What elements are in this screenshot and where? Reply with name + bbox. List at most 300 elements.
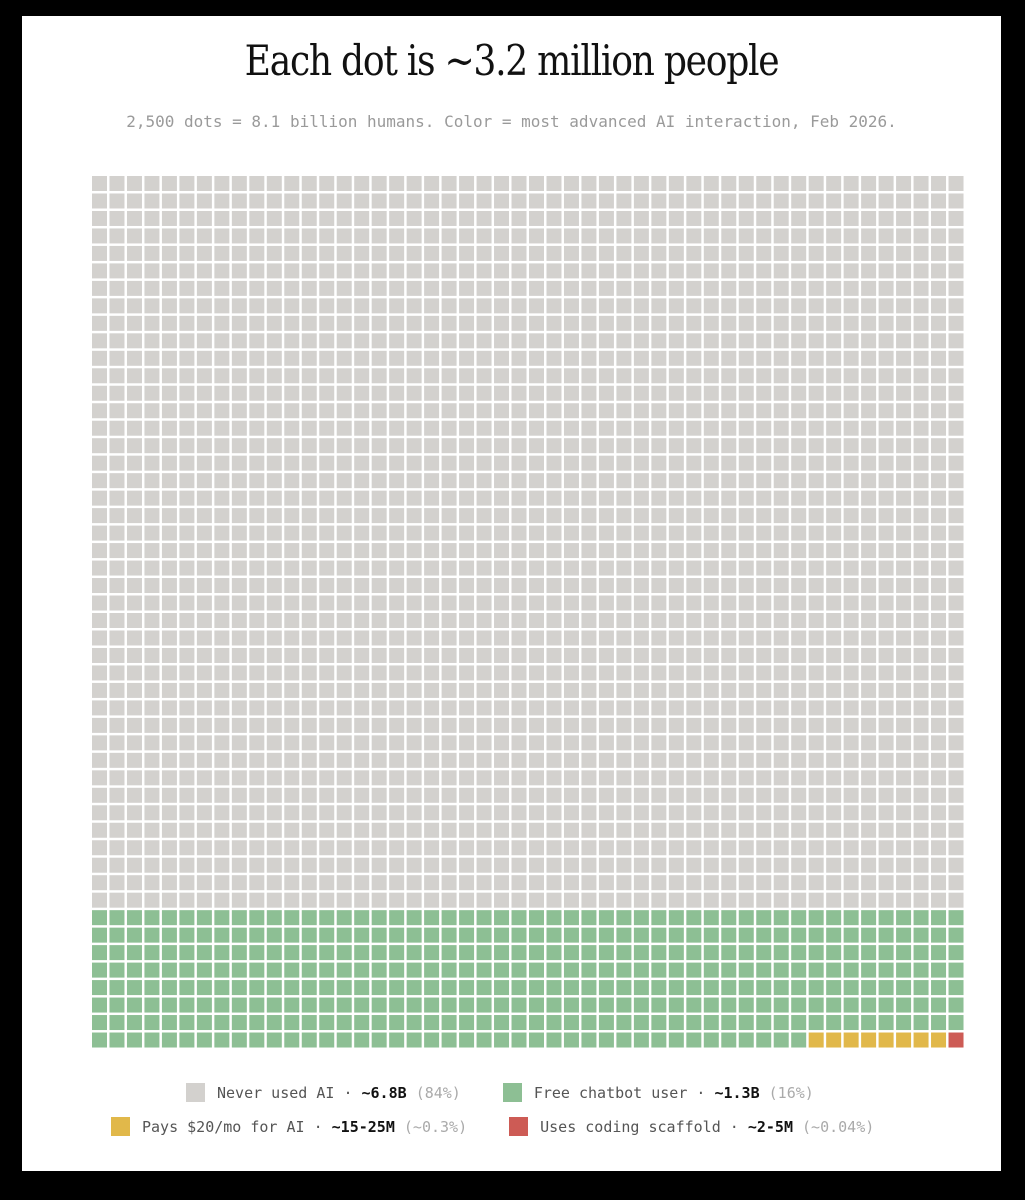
dot-never (249, 438, 264, 453)
dot-never (704, 683, 719, 698)
dot-never (494, 788, 509, 803)
dot-never (162, 543, 177, 558)
dot-free (197, 1015, 212, 1030)
dot-never (144, 788, 159, 803)
dot-never (581, 893, 596, 908)
dot-never (267, 368, 282, 383)
dot-never (354, 176, 369, 191)
dot-never (127, 735, 142, 750)
dot-never (826, 473, 841, 488)
dot-never (669, 421, 684, 436)
dot-never (389, 456, 404, 471)
dot-never (232, 368, 247, 383)
dot-never (267, 700, 282, 715)
dot-never (214, 491, 229, 506)
dot-never (144, 368, 159, 383)
dot-never (477, 578, 492, 593)
dot-never (774, 630, 789, 645)
dot-never (302, 718, 317, 733)
dot-never (949, 770, 964, 785)
dot-free (791, 963, 806, 978)
dot-never (774, 735, 789, 750)
dot-never (844, 875, 859, 890)
dot-never (931, 753, 946, 768)
dot-never (512, 648, 527, 663)
dot-free (512, 998, 527, 1013)
dot-never (144, 630, 159, 645)
dot-never (739, 665, 754, 680)
dot-free (896, 928, 911, 943)
dot-never (372, 246, 387, 261)
dot-never (721, 438, 736, 453)
dot-never (844, 700, 859, 715)
dot-never (512, 316, 527, 331)
dot-never (634, 578, 649, 593)
dot-never (127, 578, 142, 593)
dot-never (756, 438, 771, 453)
dot-never (197, 316, 212, 331)
dot-never (581, 753, 596, 768)
dot-free (407, 998, 422, 1013)
dot-never (669, 613, 684, 628)
dot-never (931, 596, 946, 611)
dot-never (529, 491, 544, 506)
dot-never (267, 333, 282, 348)
dot-never (809, 456, 824, 471)
dot-never (791, 316, 806, 331)
dot-never (494, 508, 509, 523)
dot-never (389, 351, 404, 366)
dot-never (669, 316, 684, 331)
dot-free (302, 998, 317, 1013)
dot-never (651, 788, 666, 803)
dot-never (302, 281, 317, 296)
dot-never (354, 246, 369, 261)
dot-free (407, 980, 422, 995)
dot-free (512, 980, 527, 995)
dot-free (721, 1015, 736, 1030)
dot-never (459, 665, 474, 680)
dot-never (949, 438, 964, 453)
dot-never (389, 228, 404, 243)
dot-never (861, 298, 876, 313)
dot-never (826, 596, 841, 611)
dot-never (494, 526, 509, 541)
dot-never (739, 613, 754, 628)
dot-free (756, 910, 771, 925)
dot-never (791, 683, 806, 698)
dot-never (214, 228, 229, 243)
dot-never (791, 176, 806, 191)
dot-never (232, 246, 247, 261)
dot-never (424, 735, 439, 750)
dot-never (616, 298, 631, 313)
dot-free (302, 928, 317, 943)
dot-never (442, 281, 457, 296)
dot-never (739, 386, 754, 401)
dot-never (529, 176, 544, 191)
dot-never (844, 281, 859, 296)
dot-never (546, 368, 561, 383)
dot-never (546, 456, 561, 471)
dot-free (197, 928, 212, 943)
dot-never (546, 281, 561, 296)
dot-never (704, 823, 719, 838)
dot-never (267, 281, 282, 296)
dot-never (914, 508, 929, 523)
dot-never (92, 298, 107, 313)
dot-free (791, 998, 806, 1013)
dot-never (949, 403, 964, 418)
dot-never (477, 228, 492, 243)
dot-never (844, 176, 859, 191)
dot-free (92, 945, 107, 960)
dot-never (949, 735, 964, 750)
dot-never (546, 893, 561, 908)
dot-never (354, 893, 369, 908)
dot-free (284, 928, 299, 943)
dot-free (337, 928, 352, 943)
dot-never (354, 718, 369, 733)
dot-never (651, 298, 666, 313)
dot-never (634, 840, 649, 855)
dot-never (914, 333, 929, 348)
dot-never (791, 508, 806, 523)
dot-never (442, 491, 457, 506)
dot-never (92, 228, 107, 243)
dot-never (424, 351, 439, 366)
dot-never (564, 403, 579, 418)
dot-never (424, 648, 439, 663)
dot-never (861, 823, 876, 838)
dot-never (144, 543, 159, 558)
dot-free (127, 998, 142, 1013)
dot-never (477, 665, 492, 680)
dot-never (249, 263, 264, 278)
dot-free (686, 998, 701, 1013)
dot-never (319, 561, 334, 576)
dot-free (791, 928, 806, 943)
dot-never (529, 788, 544, 803)
dot-never (599, 298, 614, 313)
dot-never (721, 246, 736, 261)
dot-never (809, 613, 824, 628)
dot-never (354, 456, 369, 471)
dot-never (512, 735, 527, 750)
dot-free (442, 910, 457, 925)
dot-free (179, 980, 194, 995)
dot-free (599, 1033, 614, 1048)
dot-free (337, 963, 352, 978)
dot-never (826, 456, 841, 471)
dot-never (284, 491, 299, 506)
dot-never (546, 193, 561, 208)
dot-never (774, 718, 789, 733)
dot-free (546, 980, 561, 995)
dot-never (774, 700, 789, 715)
dot-never (477, 491, 492, 506)
dot-free (442, 980, 457, 995)
dot-never (179, 683, 194, 698)
dot-never (546, 596, 561, 611)
dot-never (896, 683, 911, 698)
dot-never (442, 648, 457, 663)
dot-never (494, 228, 509, 243)
dot-free (512, 945, 527, 960)
dot-never (354, 491, 369, 506)
dot-never (512, 421, 527, 436)
dot-never (284, 421, 299, 436)
dot-never (284, 893, 299, 908)
dot-never (337, 875, 352, 890)
dot-never (477, 561, 492, 576)
dot-never (442, 456, 457, 471)
dot-never (424, 665, 439, 680)
dot-never (459, 351, 474, 366)
dot-never (721, 316, 736, 331)
dot-never (232, 211, 247, 226)
dot-never (92, 368, 107, 383)
dot-never (634, 613, 649, 628)
dot-never (179, 491, 194, 506)
dot-never (809, 228, 824, 243)
dot-never (144, 875, 159, 890)
dot-free (442, 963, 457, 978)
dot-free (512, 963, 527, 978)
dot-never (459, 543, 474, 558)
dot-never (284, 508, 299, 523)
dot-free (564, 963, 579, 978)
dot-never (162, 613, 177, 628)
dot-never (791, 630, 806, 645)
dot-never (477, 596, 492, 611)
dot-never (284, 438, 299, 453)
dot-never (127, 840, 142, 855)
dot-never (319, 351, 334, 366)
dot-never (267, 683, 282, 698)
dot-never (232, 700, 247, 715)
dot-never (459, 491, 474, 506)
dot-never (739, 840, 754, 855)
dot-never (319, 421, 334, 436)
dot-free (721, 980, 736, 995)
dot-never (302, 526, 317, 541)
dot-never (494, 386, 509, 401)
dot-free (634, 998, 649, 1013)
dot-never (879, 858, 894, 873)
dot-never (634, 648, 649, 663)
dot-never (354, 403, 369, 418)
dot-free (249, 945, 264, 960)
dot-never (109, 753, 124, 768)
dot-never (442, 473, 457, 488)
dot-never (109, 858, 124, 873)
dot-never (581, 333, 596, 348)
dot-never (319, 543, 334, 558)
dot-never (721, 456, 736, 471)
dot-never (372, 718, 387, 733)
dot-never (861, 770, 876, 785)
dot-never (512, 246, 527, 261)
dot-free (284, 980, 299, 995)
dot-free (949, 980, 964, 995)
dot-never (949, 281, 964, 296)
dot-never (214, 665, 229, 680)
dot-never (337, 316, 352, 331)
dot-never (861, 438, 876, 453)
dot-never (92, 176, 107, 191)
dot-never (546, 578, 561, 593)
dot-never (197, 770, 212, 785)
dot-never (669, 193, 684, 208)
dot-never (949, 246, 964, 261)
dot-never (564, 316, 579, 331)
dot-never (529, 316, 544, 331)
dot-free (424, 998, 439, 1013)
dot-free (721, 1033, 736, 1048)
dot-never (844, 683, 859, 698)
dot-never (739, 875, 754, 890)
dot-never (686, 508, 701, 523)
dot-never (791, 526, 806, 541)
dot-never (214, 578, 229, 593)
dot-free (546, 945, 561, 960)
dot-free (109, 1033, 124, 1048)
dot-free (879, 980, 894, 995)
dot-never (616, 438, 631, 453)
dot-never (546, 263, 561, 278)
dot-free (109, 910, 124, 925)
dot-never (249, 211, 264, 226)
dot-free (721, 945, 736, 960)
dot-never (739, 858, 754, 873)
dot-never (127, 403, 142, 418)
dot-free (896, 998, 911, 1013)
legend-item-coding (509, 1117, 874, 1136)
dot-never (686, 456, 701, 471)
dot-never (302, 805, 317, 820)
legend-value-free: ~1.3B (714, 1083, 760, 1102)
dot-never (424, 421, 439, 436)
dot-never (354, 421, 369, 436)
dot-never (337, 176, 352, 191)
dot-never (931, 805, 946, 820)
dot-never (774, 298, 789, 313)
dot-never (634, 368, 649, 383)
dot-never (949, 753, 964, 768)
dot-never (634, 683, 649, 698)
dot-never (546, 246, 561, 261)
dot-never (127, 613, 142, 628)
dot-never (372, 526, 387, 541)
dot-free (127, 1015, 142, 1030)
dot-never (826, 630, 841, 645)
dot-free (337, 910, 352, 925)
dot-never (861, 596, 876, 611)
dot-never (442, 193, 457, 208)
dot-never (144, 211, 159, 226)
dot-never (599, 770, 614, 785)
dot-never (704, 228, 719, 243)
dot-never (949, 193, 964, 208)
dot-never (739, 246, 754, 261)
dot-never (477, 805, 492, 820)
dot-never (92, 193, 107, 208)
dot-never (616, 526, 631, 541)
dot-never (109, 543, 124, 558)
dot-never (634, 456, 649, 471)
dot-never (92, 823, 107, 838)
dot-never (949, 858, 964, 873)
dot-never (179, 211, 194, 226)
dot-never (774, 246, 789, 261)
dot-never (162, 700, 177, 715)
dot-never (459, 788, 474, 803)
dot-never (774, 421, 789, 436)
dot-never (651, 683, 666, 698)
dot-free (442, 1033, 457, 1048)
dot-never (896, 840, 911, 855)
dot-never (651, 561, 666, 576)
dot-never (109, 770, 124, 785)
dot-never (284, 211, 299, 226)
dot-never (844, 805, 859, 820)
dot-never (494, 211, 509, 226)
dot-free (739, 963, 754, 978)
dot-free (914, 1015, 929, 1030)
dot-never (809, 263, 824, 278)
dot-never (791, 596, 806, 611)
dot-never (337, 333, 352, 348)
dot-never (651, 805, 666, 820)
dot-never (424, 333, 439, 348)
dot-free (424, 910, 439, 925)
dot-never (879, 735, 894, 750)
dot-never (896, 788, 911, 803)
dot-free (651, 980, 666, 995)
dot-never (949, 456, 964, 471)
dot-never (879, 246, 894, 261)
dot-never (564, 368, 579, 383)
dot-never (407, 683, 422, 698)
dot-never (127, 753, 142, 768)
dot-never (249, 176, 264, 191)
dot-never (477, 263, 492, 278)
dot-never (809, 543, 824, 558)
dot-never (686, 683, 701, 698)
dot-never (284, 543, 299, 558)
dot-never (144, 753, 159, 768)
dot-never (949, 648, 964, 663)
dot-free (459, 945, 474, 960)
dot-never (686, 438, 701, 453)
dot-never (669, 386, 684, 401)
dot-never (319, 281, 334, 296)
dot-never (459, 456, 474, 471)
dot-never (354, 753, 369, 768)
dot-never (127, 316, 142, 331)
dot-never (879, 193, 894, 208)
dot-never (616, 508, 631, 523)
dot-never (389, 526, 404, 541)
dot-never (127, 665, 142, 680)
dot-never (267, 316, 282, 331)
dot-never (809, 735, 824, 750)
dot-never (669, 438, 684, 453)
dot-never (354, 368, 369, 383)
dot-never (616, 648, 631, 663)
dot-never (756, 893, 771, 908)
